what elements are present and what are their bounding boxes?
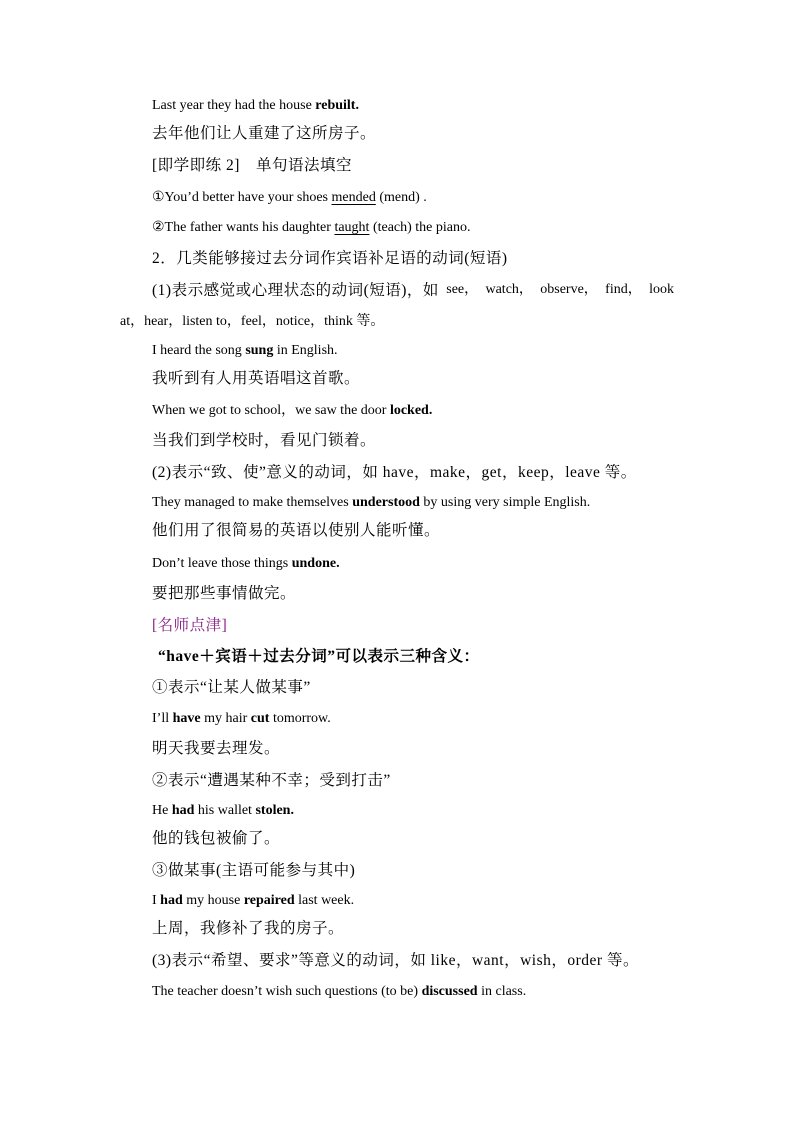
text: (1)表示感觉或心理状态的动词(短语)，如 (152, 282, 439, 299)
text: ①You’d better have your shoes (152, 190, 332, 205)
text: find， (605, 282, 642, 297)
meaning-item: ②表示“遭遇某种不幸；受到打击” (152, 772, 391, 789)
example-sentence (152, 804, 294, 818)
bold-text: repaired (243, 893, 295, 908)
text: He (152, 803, 172, 818)
answer-blank: mended (331, 190, 376, 205)
text: in class. (477, 984, 527, 999)
text: tomorrow. (269, 711, 331, 726)
section-heading: 2．几类能够接过去分词作宾语补足语的动词(短语) (152, 250, 508, 267)
bold-text: understood (352, 495, 420, 510)
example-sentence (152, 985, 526, 999)
translation: 他们用了很简易的英语以使别人能听懂。 (152, 522, 441, 539)
tip-heading: [名师点津] (152, 617, 228, 634)
text: Last year they had the house (152, 98, 316, 113)
text: Don’t leave those things (152, 556, 292, 571)
text: my house (182, 893, 244, 908)
text: The teacher doesn’t wish such questions (to be) (152, 984, 422, 999)
text: (teach) the piano. (369, 220, 471, 235)
paragraph-line: (3)表示“希望、要求”等意义的动词，如 like，want，wish，order 等。 (152, 952, 639, 969)
text: his wallet (194, 803, 256, 818)
example-sentence (152, 344, 338, 358)
text: last week. (294, 893, 355, 908)
example-sentence (152, 894, 354, 908)
tip-intro: “have＋宾语＋过去分词”可以表示三种含义： (158, 648, 480, 665)
bold-text: stolen. (255, 803, 294, 818)
text: (mend) . (375, 190, 427, 205)
text: I’ll (152, 711, 173, 726)
text: observe， (540, 282, 598, 297)
example-sentence (152, 99, 359, 113)
bold-text: have (172, 711, 201, 726)
text: in English. (273, 343, 338, 358)
text: my hair (200, 711, 251, 726)
exercise-item-1 (152, 191, 427, 205)
example-sentence (152, 496, 590, 510)
translation: 他的钱包被偷了。 (152, 830, 281, 847)
bold-text: sung (245, 343, 274, 358)
bold-text: discussed (421, 984, 478, 999)
translation: 明天我要去理发。 (152, 740, 281, 757)
meaning-item: ①表示“让某人做某事” (152, 679, 311, 696)
translation: 要把那些事情做完。 (152, 585, 297, 602)
text: I (152, 893, 161, 908)
paragraph-line: (2)表示“致、使”意义的动词，如 have，make，get，keep，leave 等。 (152, 464, 637, 481)
answer-blank: taught (334, 220, 370, 235)
translation: 我听到有人用英语唱这首歌。 (152, 370, 361, 387)
text: When we got to school，we saw the door (152, 403, 390, 418)
paragraph-line: at，hear，listen to，feel，notice，think 等。 (120, 314, 385, 329)
text: ②The father wants his daughter (152, 220, 335, 235)
bold-text: undone. (291, 556, 340, 571)
exercise-heading: [即学即练 2] 单句语法填空 (152, 157, 352, 174)
example-sentence (152, 557, 340, 571)
bold-text: cut (250, 711, 270, 726)
translation: 上周，我修补了我的房子。 (152, 920, 345, 937)
exercise-item-2 (152, 221, 471, 235)
text: They managed to make themselves (152, 495, 353, 510)
paragraph-line (152, 283, 674, 299)
text: look (649, 282, 674, 297)
example-sentence (152, 404, 432, 418)
text: watch， (485, 282, 533, 297)
translation: 去年他们让人重建了这所房子。 (152, 125, 377, 142)
bold-text: rebuilt. (315, 98, 359, 113)
text: see， (446, 282, 479, 297)
text: I heard the song (152, 343, 246, 358)
bold-text: locked. (389, 403, 433, 418)
example-sentence (152, 712, 331, 726)
translation: 当我们到学校时，看见门锁着。 (152, 432, 377, 449)
bold-text: had (171, 803, 195, 818)
bold-text: had (160, 893, 183, 908)
meaning-item: ③做某事(主语可能参与其中) (152, 862, 356, 879)
text: by using very simple English. (419, 495, 591, 510)
